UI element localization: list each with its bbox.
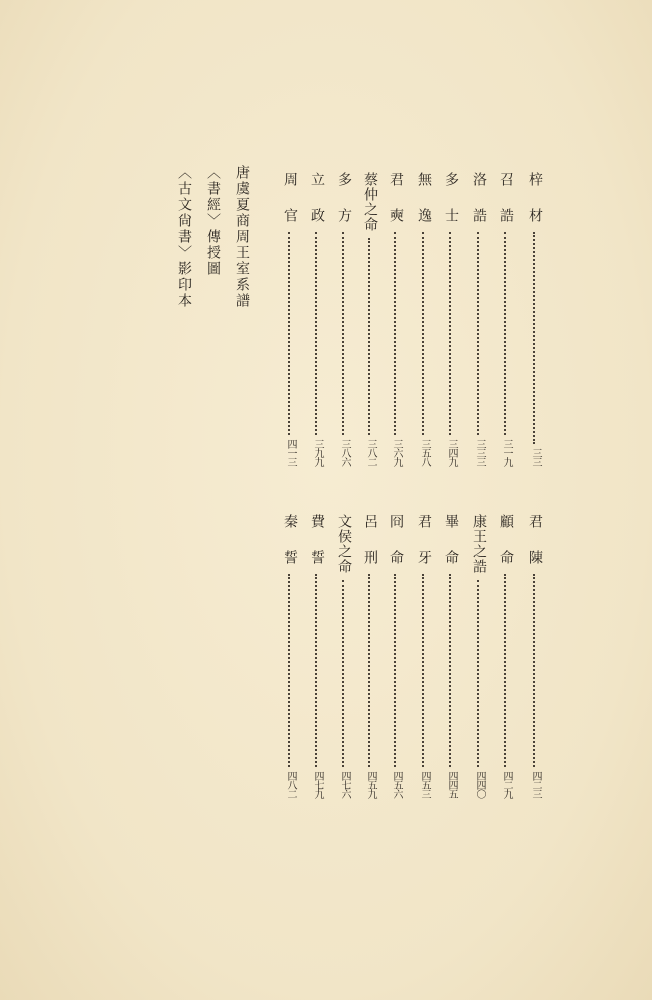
dot-leader (533, 574, 538, 767)
dot-leader (449, 232, 454, 435)
page-number: 四四〇 (474, 771, 485, 798)
toc-entry[interactable] (386, 172, 406, 466)
entry-title: 梓 材 (527, 172, 543, 226)
dot-leader (315, 232, 320, 435)
toc-entry[interactable] (307, 172, 327, 466)
dot-leader (394, 232, 399, 435)
page-number: 四一三 (285, 439, 296, 466)
entry-title: 君 陳 (527, 514, 543, 568)
toc-entry[interactable] (414, 172, 434, 466)
entry-title: 顧 命 (498, 514, 514, 568)
toc-entry[interactable] (441, 514, 461, 798)
page-number: 三四九 (446, 439, 457, 466)
entry-title: 冏 命 (388, 514, 404, 568)
toc-entry[interactable] (525, 172, 545, 466)
entry-title: 多 士 (443, 172, 459, 226)
entry-title: 呂 刑 (362, 514, 378, 568)
entry-title: 君 奭 (388, 172, 404, 226)
toc-entry[interactable] (441, 172, 461, 466)
page-number: 四五六 (391, 771, 402, 798)
entry-title: 周 官 (282, 172, 298, 226)
page-number: 四五三 (419, 771, 430, 798)
appendix-item[interactable]: 〈古文尙書〉影印本 (176, 165, 192, 309)
entry-title: 召 誥 (498, 172, 514, 226)
toc-entry[interactable] (307, 514, 327, 798)
toc-entry[interactable] (469, 514, 489, 798)
entry-title: 畢 命 (443, 514, 459, 568)
toc-entry[interactable] (360, 514, 380, 798)
dot-leader (368, 574, 373, 767)
toc-entry[interactable] (525, 514, 545, 798)
dot-leader (422, 232, 427, 435)
dot-leader (449, 574, 454, 767)
dot-leader (288, 574, 293, 767)
entry-title: 多 方 (336, 172, 352, 226)
toc-entry[interactable] (414, 514, 434, 798)
entry-title: 君 牙 (416, 514, 432, 568)
page-number: 四七六 (339, 771, 350, 798)
dot-leader (477, 232, 482, 435)
page-number: 四二三 (530, 771, 541, 798)
appendix-item[interactable]: 唐虞夏商周王室系譜 (234, 165, 250, 309)
dot-leader (422, 574, 427, 767)
page-number: 三三三 (474, 439, 485, 466)
toc-entry[interactable] (496, 514, 516, 798)
entry-title: 費 誓 (309, 514, 325, 568)
page-number: 三一九 (501, 439, 512, 466)
dot-leader (504, 232, 509, 435)
toc-entry[interactable] (280, 514, 300, 798)
entry-title: 秦 誓 (282, 514, 298, 568)
toc-entry[interactable] (360, 172, 380, 466)
toc-entry[interactable] (280, 172, 300, 466)
dot-leader (504, 574, 509, 767)
entry-title: 立 政 (309, 172, 325, 226)
page-number: 四八二 (285, 771, 296, 798)
dot-leader (342, 232, 347, 435)
toc-entry[interactable] (386, 514, 406, 798)
entry-title: 康王之誥 (471, 514, 487, 574)
entry-title: 文侯之命 (336, 514, 352, 574)
appendix-item[interactable]: 〈書經〉傳授圖 (205, 165, 221, 277)
entry-title: 無 逸 (416, 172, 432, 226)
page-number: 三六九 (391, 439, 402, 466)
toc-entry[interactable] (496, 172, 516, 466)
toc-entry[interactable] (469, 172, 489, 466)
page-number: 四四五 (446, 771, 457, 798)
dot-leader (288, 232, 293, 435)
dot-leader (342, 580, 347, 767)
page-number: 四二九 (501, 771, 512, 798)
page-number: 三八六 (339, 439, 350, 466)
dot-leader (315, 574, 320, 767)
page-number: 三八二 (365, 439, 376, 466)
toc-entry[interactable] (334, 514, 354, 798)
entry-title: 洛 誥 (471, 172, 487, 226)
page-number: 三三 (530, 448, 541, 466)
entry-title: 蔡仲之命 (362, 172, 378, 232)
page-number: 四七九 (312, 771, 323, 798)
page-number: 三九九 (312, 439, 323, 466)
dot-leader (368, 238, 373, 435)
dot-leader (394, 574, 399, 767)
toc-entry[interactable] (334, 172, 354, 466)
page-number: 四五九 (365, 771, 376, 798)
dot-leader (533, 232, 538, 444)
dot-leader (477, 580, 482, 767)
page-number: 三五八 (419, 439, 430, 466)
